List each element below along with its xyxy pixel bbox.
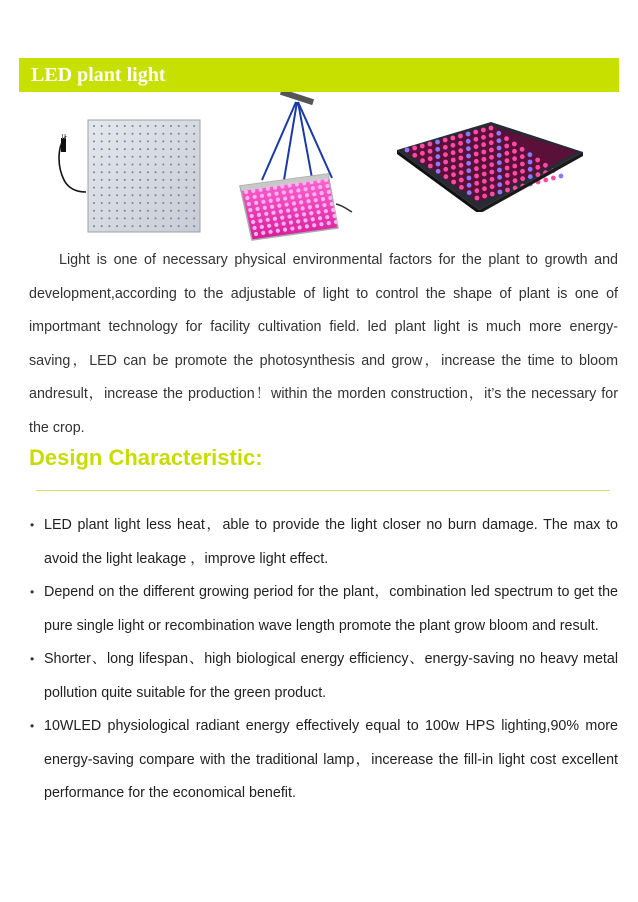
- square-led-panel-icon: [52, 118, 202, 233]
- intro-paragraph: Light is one of necessary physical environmental factors for the plant to growth and development,according to the adjustable of light to control the shape of plant is one of importmant technology for facility cultivation field. led plant light is much more energy-saving，LED can be promote the photosynthesis and grow，increase the time to bloom andresult，increase the production！within the morden construction，it’s the necessary for the crop.: [29, 252, 618, 436]
- red-led-array-icon: [393, 120, 585, 212]
- list-item: • Depend on the different growing period for the plant，combination led spectrum to get the pure single light or recombination wave length promote the plant grow bloom and result.: [29, 576, 618, 643]
- title-bar: [19, 58, 619, 92]
- hanging-led-panel-icon: [232, 92, 362, 242]
- list-item: • LED plant light less heat，able to provide the light closer no burn damage. The max to avoid the light leakage ，improve light effect.: [29, 509, 618, 576]
- characteristics-list: [29, 509, 618, 811]
- page-title: LED plant light: [31, 63, 166, 86]
- list-item: • Shorter、long lifespan、high biological energy efficiency、energy-saving no heavy metal pollution quite suitable for the green product.: [29, 643, 618, 710]
- list-item: • 10WLED physiological radiant energy effectively equal to 100w HPS lighting,90% more energy-saving compare with the traditional lamp，incerease the fill-in light cost excellent performance for the economical benefit.: [29, 710, 618, 811]
- section-divider: [36, 490, 610, 491]
- section-heading: Design Characteristic:: [29, 445, 263, 470]
